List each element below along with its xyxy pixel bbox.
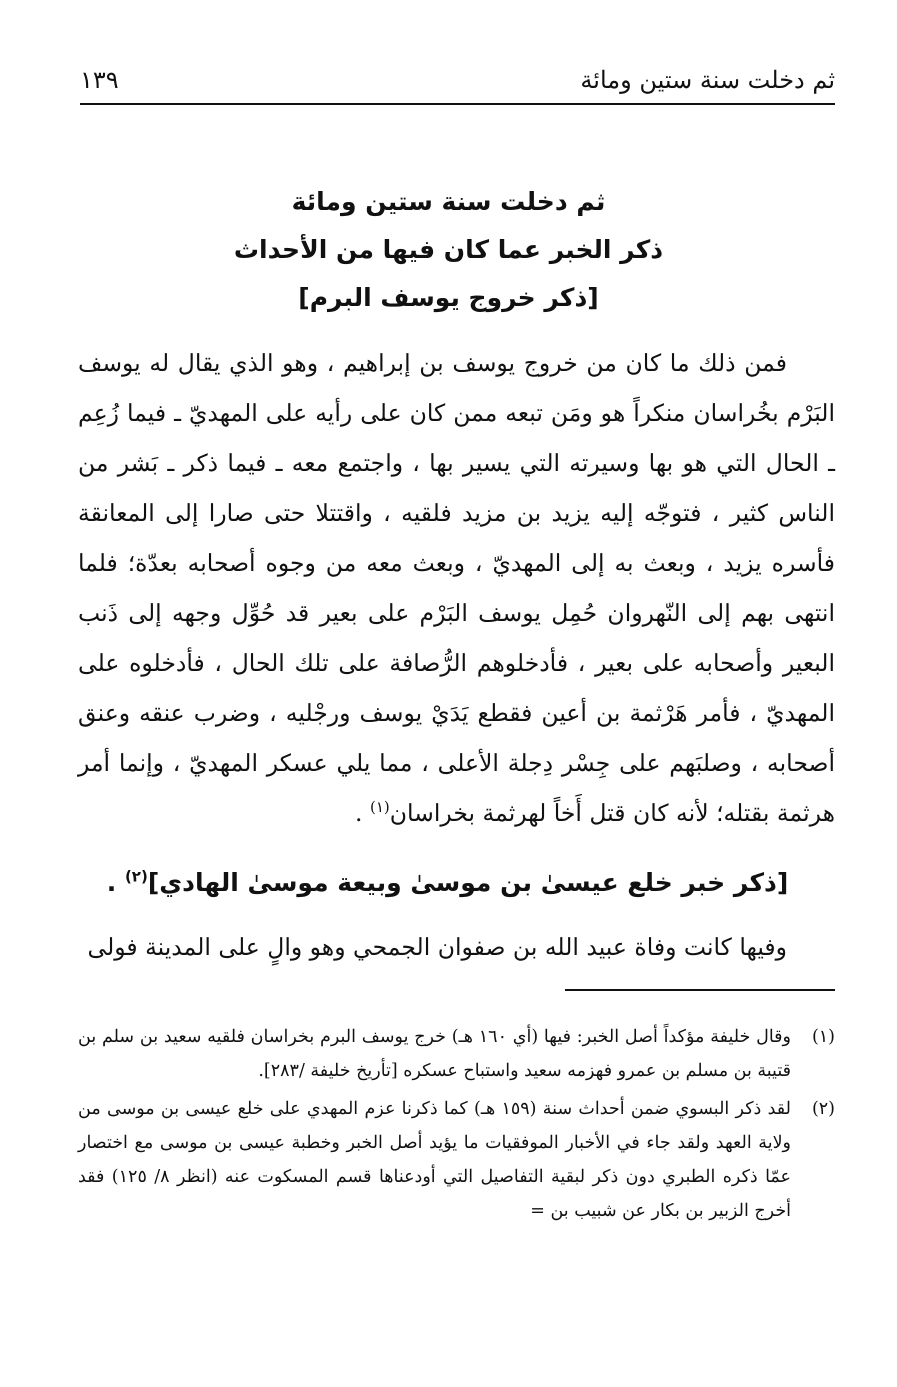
footnote-2 [78, 1092, 835, 1228]
footnote-marker-1: (١) [369, 798, 390, 817]
footnote-text: لقد ذكر البسوي ضمن أحداث سنة (١٥٩ هـ) كما ذكرنا عزم المهدي على خلع عيسى بن موسى من ولاية العهد ولقد جاء في الأخبار الموفقيات ما يؤيد أصل الخبر وخطبة عيسى بن موسى مع اختصار عمّا ذكره الطبري دون ذكر لبقية التفاصيل التي أودعناها قسم المسكوت عنه (انظر ٨/ ١٢٥) فقد أخرج الزبير بن بكار عن شبيب بن = [78, 1099, 791, 1221]
footnotes [78, 1020, 835, 1232]
paragraph-1 [78, 338, 835, 838]
section-2-end: . [106, 868, 125, 897]
running-header [80, 60, 835, 100]
main-text-2 [78, 922, 835, 972]
year-title: ثم دخلت سنة ستين ومائة [291, 187, 606, 216]
page-number: ١٣٩ [80, 66, 119, 94]
footnote-number: (١) [811, 1027, 835, 1047]
section-2-title: [ذكر خبر خلع عيسىٰ بن موسىٰ وبيعة موسىٰ الهادي] [147, 868, 789, 897]
running-title: ثم دخلت سنة ستين ومائة [580, 66, 835, 94]
header-rule [80, 103, 835, 105]
paragraph-1-end: . [355, 799, 370, 827]
footnote-text: وقال خليفة مؤكداً أصل الخبر: فيها (أي ١٦٠ هـ) خرج يوسف البرم بخراسان فلقيه سعيد بن سلم بن قتيبة بن مسلم بن عمرو فهزمه سعيد واستباح عسكره [تأريخ خليفة /٢٨٣]. [78, 1027, 791, 1081]
section-title: [ذكر خروج يوسف البرم] [298, 283, 599, 312]
footnote-number: (٢) [811, 1099, 835, 1119]
footnote-marker-2: (٢) [124, 867, 148, 886]
section-2-heading [60, 858, 835, 908]
paragraph-1-text: فمن ذلك ما كان من خروج يوسف بن إبراهيم ، وهو الذي يقال له يوسف البَرْم بخُراسان منكراً هو ومَن تبعه ممن كان على رأيه على المهديّ ـ فيما زُعِم ـ الحال التي هو بها وسيرته التي يسير بها ، واجتمع معه ـ فيما ذكر ـ بَشر من الناس كثير ، فتوجّه إليه يزيد بن مزيد فلقيه ، واقتتلا حتى صارا إلى المعانقة فأسره يزيد ، وبعث به إلى المهديّ ، وبعث معه من وجوه أصحابه بعدّة؛ فلما انتهى بهم إلى النّهروان حُمِل يوسف البَرْم على بعير قد حُوِّل وجهه إلى ذَنب البعير وأصحابه على بعير ، فأدخلوهم الرُّصافة على تلك الحال ، فأدخلوه على المهديّ ، فأمر هَرْثمة بن أعين فقطع يَدَيْ يوسف ورجْليه ، وضرب عنقه وعنق أصحابه ، وصلبَهم على جِسْر دِجلة الأعلى ، مما يلي عسكر المهديّ ، وإنما أمر هرثمة بقتله؛ لأنه كان قتل أَخاً لهرثمة بخراسان [78, 349, 835, 827]
chapter-headings [60, 178, 837, 322]
events-title: ذكر الخبر عما كان فيها من الأحداث [233, 235, 664, 264]
main-text [78, 338, 835, 838]
paragraph-2: وفيها كانت وفاة عبيد الله بن صفوان الجمحي وهو والٍ على المدينة فولى [87, 933, 787, 961]
footnote-rule [565, 989, 835, 991]
footnote-1 [78, 1020, 835, 1088]
